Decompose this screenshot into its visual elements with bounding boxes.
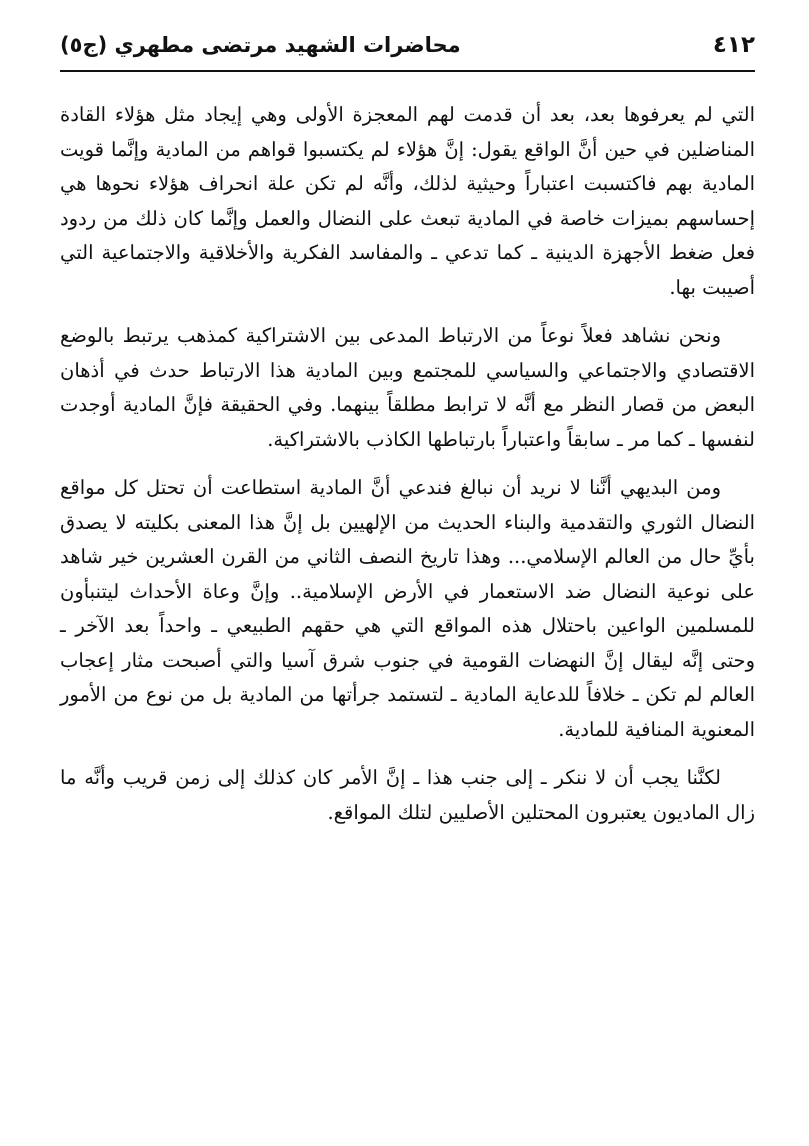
page-header (60, 28, 755, 62)
paragraph-4: لكنَّنا يجب أن لا ننكر ـ إلى جنب هذا ـ إنَّ الأمر كان كذلك إلى زمن قريب وأنَّه ما زال الماديون يعتبرون المحتلين الأصليين لتلك المواقع. (60, 766, 755, 824)
paragraph-3: ومن البديهي أنَّنا لا نريد أن نبالغ فندعي أنَّ المادية استطاعت أن تحتل كل مواقع النضال الثوري والتقدمية والبناء الحديث من الإلهيين بل إنَّ هذا المعنى بكليته لا يصدق بأيِّ حال من العالم الإسلامي... وهذا تاريخ النصف الثاني من القرن العشرين خير شاهد على نوعية النضال ضد الاستعمار في الأرض الإسلامية.. وإنَّ وعاة الأحداث ليتنبأون للمسلمين الواعين باحتلال هذه المواقع التي هي حقهم الطبيعي ـ واحداً بعد الآخر ـ وحتى إنَّه ليقال إنَّ النهضات القومية في جنوب شرق آسيا والتي أصبحت مثار إعجاب العالم لم تكن ـ خلافاً للدعاية المادية ـ لتستمد جرأتها من المادية بل من نوع من الأمور المعنوية المنافية للمادية. (60, 476, 755, 741)
paragraph-2: ونحن نشاهد فعلاً نوعاً من الارتباط المدعى بين الاشتراكية كمذهب يرتبط بالوضع الاقتصادي والاجتماعي والسياسي للمجتمع وبين المادية هذا الارتباط حدث في أذهان البعض من قصار النظر مع أنَّه لا ترابط مطلقاً بينهما. وفي الحقيقة فإنَّ المادية أوجدت لنفسها ـ كما مر ـ سابقاً واعتباراً بارتباطها الكاذب بالاشتراكية. (60, 324, 755, 451)
body-text (60, 98, 755, 830)
page-number: ٤١٢ (712, 32, 755, 58)
header-divider (60, 70, 755, 72)
paragraph-1: التي لم يعرفوها بعد، بعد أن قدمت لهم المعجزة الأولى وهي إيجاد مثل هؤلاء القادة المناضلين في حين أنَّ الواقع يقول: إنَّ هؤلاء لم يكتسبوا قواهم من المادية وإنَّما قويت المادية بهم فاكتسبت اعتباراً وحيثية لذلك، وأنَّه لم تكن علة انحراف هؤلاء نحوها هي إحساسهم بميزات خاصة في المادية تبعث على النضال والعمل وإنَّما كان ذلك من ردود فعل ضغط الأجهزة الدينية ـ كما تدعي ـ والمفاسد الفكرية والأخلاقية والاجتماعية التي أصيبت بها. (60, 103, 755, 299)
running-title: محاضرات الشهيد مرتضى مطهري (ج٥) (60, 33, 461, 57)
book-page (60, 28, 755, 1118)
